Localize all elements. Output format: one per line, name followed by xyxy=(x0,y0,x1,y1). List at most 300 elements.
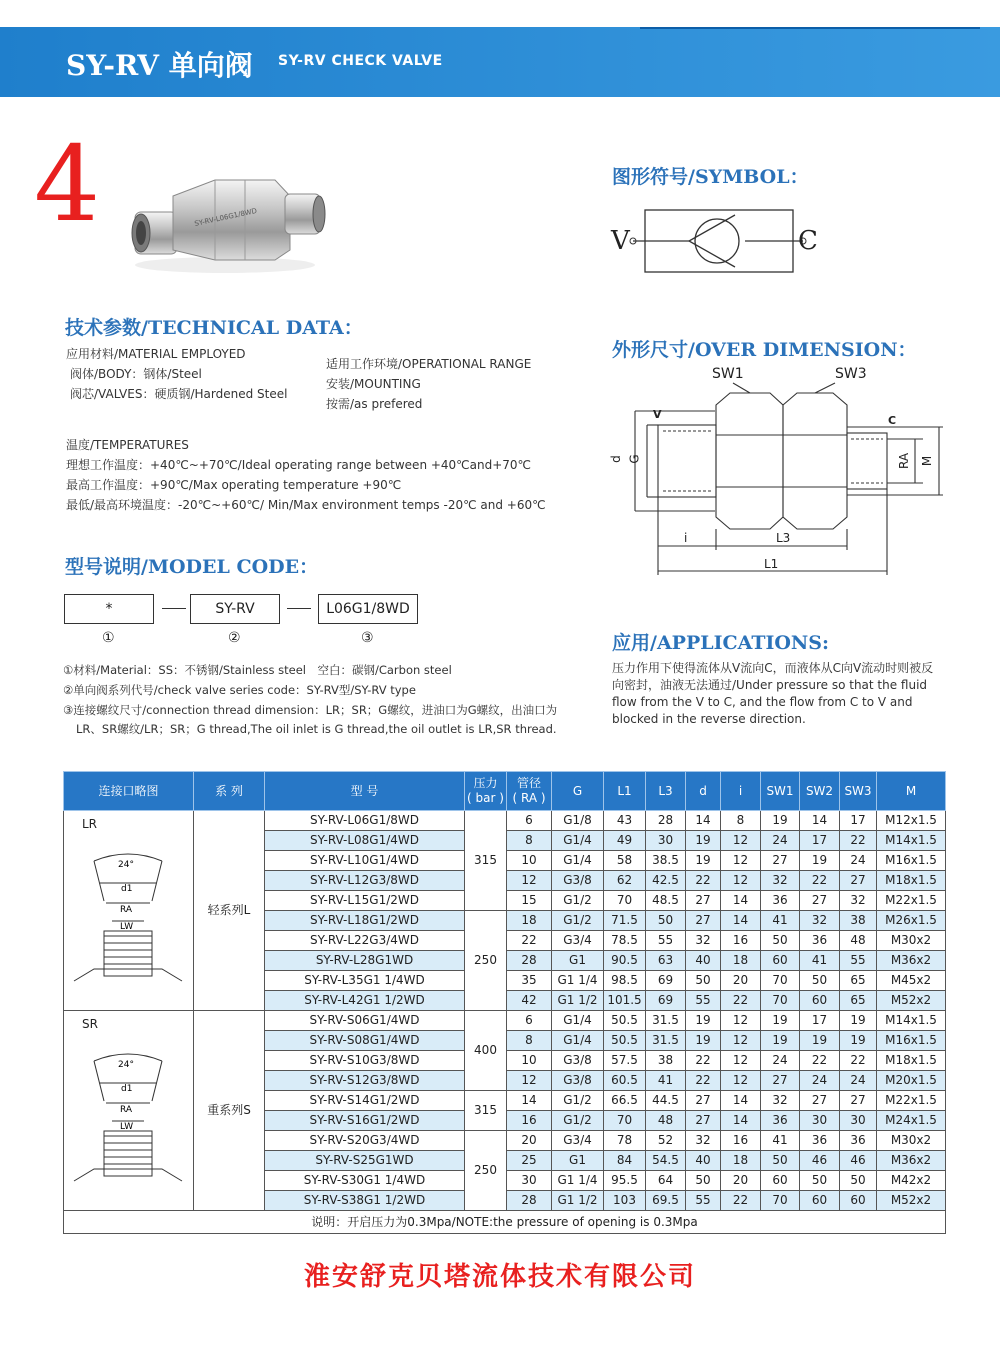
m-cell: M52x2 xyxy=(877,991,946,1011)
sw3-cell: 65 xyxy=(840,991,877,1011)
model-box-material: * xyxy=(64,594,154,624)
l1-cell: 95.5 xyxy=(604,1171,646,1191)
g-cell: G3/4 xyxy=(552,1131,604,1151)
sw3-cell: 30 xyxy=(840,1111,877,1131)
sw2-cell: 60 xyxy=(800,1191,840,1211)
d-cell: 22 xyxy=(686,1071,721,1091)
model-dash xyxy=(162,608,186,609)
sw2-cell: 24 xyxy=(800,1071,840,1091)
body-label: 阀体/BODY：钢体/Steel xyxy=(70,367,202,381)
svg-text:LW: LW xyxy=(120,922,134,932)
sw2-cell: 50 xyxy=(800,1171,840,1191)
model-cell: SY-RV-S12G3/8WD xyxy=(265,1071,465,1091)
i-cell: 14 xyxy=(721,1111,761,1131)
g-cell: G1 xyxy=(552,951,604,971)
l1-cell: 60.5 xyxy=(604,1071,646,1091)
l1-cell: 49 xyxy=(604,831,646,851)
i-cell: 14 xyxy=(721,1091,761,1111)
model-cell: SY-RV-S08G1/4WD xyxy=(265,1031,465,1051)
l3-cell: 38.5 xyxy=(646,851,686,871)
column-header: SW1 xyxy=(761,772,800,811)
d-cell: 40 xyxy=(686,951,721,971)
ra-cell: 16 xyxy=(507,1111,552,1131)
sw2-cell: 27 xyxy=(800,1091,840,1111)
sw1-cell: 24 xyxy=(761,1051,800,1071)
i-cell: 16 xyxy=(721,931,761,951)
pressure-cell: 250 xyxy=(465,911,507,1011)
g-cell: G1/2 xyxy=(552,1111,604,1131)
svg-text:RA: RA xyxy=(120,905,133,915)
d-cell: 27 xyxy=(686,1091,721,1111)
symbol-heading: 图形符号/SYMBOL： xyxy=(612,166,809,188)
ra-cell: 28 xyxy=(507,951,552,971)
g-cell: G1/4 xyxy=(552,1031,604,1051)
l3-cell: 50 xyxy=(646,911,686,931)
g-cell: G1 1/4 xyxy=(552,1171,604,1191)
i-cell: 12 xyxy=(721,1071,761,1091)
sw3-cell: 50 xyxy=(840,1171,877,1191)
d-cell: 19 xyxy=(686,1011,721,1031)
ra-cell: 25 xyxy=(507,1151,552,1171)
i-cell: 18 xyxy=(721,951,761,971)
svg-text:LW: LW xyxy=(120,1122,134,1132)
l3-cell: 69 xyxy=(646,971,686,991)
d-cell: 40 xyxy=(686,1151,721,1171)
i-cell: 12 xyxy=(721,871,761,891)
l1-cell: 71.5 xyxy=(604,911,646,931)
model-num-1: ① xyxy=(102,630,115,646)
sw1-cell: 70 xyxy=(761,991,800,1011)
sw2-cell: 17 xyxy=(800,831,840,851)
sw2-cell: 32 xyxy=(800,911,840,931)
sw3-cell: 24 xyxy=(840,1071,877,1091)
g-cell: G1 1/2 xyxy=(552,1191,604,1211)
sw3-cell: 27 xyxy=(840,871,877,891)
ra-cell: 35 xyxy=(507,971,552,991)
sw3-cell: 27 xyxy=(840,1091,877,1111)
m-cell: M14x1.5 xyxy=(877,1011,946,1031)
column-header: SW2 xyxy=(800,772,840,811)
spec-table xyxy=(63,771,946,1234)
sw1-cell: 60 xyxy=(761,951,800,971)
sw2-cell: 17 xyxy=(800,1011,840,1031)
model-cell: SY-RV-L08G1/4WD xyxy=(265,831,465,851)
applications-line-2: 向密封，油液无法通过/Under pressure so that the fluid xyxy=(612,678,928,692)
ra-cell: 8 xyxy=(507,831,552,851)
ra-cell: 10 xyxy=(507,851,552,871)
model-dash xyxy=(287,608,311,609)
sw2-cell: 27 xyxy=(800,891,840,911)
column-header: i xyxy=(721,772,761,811)
model-cell: SY-RV-L18G1/2WD xyxy=(265,911,465,931)
svg-text:RA: RA xyxy=(120,1105,133,1115)
m-cell: M14x1.5 xyxy=(877,831,946,851)
sw1-cell: 19 xyxy=(761,1011,800,1031)
l3-cell: 31.5 xyxy=(646,1031,686,1051)
l3-cell: 64 xyxy=(646,1171,686,1191)
sw2-cell: 19 xyxy=(800,1031,840,1051)
g-cell: G1/8 xyxy=(552,811,604,831)
sw1-cell: 19 xyxy=(761,811,800,831)
sw1-cell: 36 xyxy=(761,891,800,911)
l3-cell: 52 xyxy=(646,1131,686,1151)
i-cell: 22 xyxy=(721,1191,761,1211)
ra-cell: 12 xyxy=(507,871,552,891)
m-cell: M12x1.5 xyxy=(877,811,946,831)
model-box-series: SY-RV xyxy=(190,594,280,624)
l1-cell: 103 xyxy=(604,1191,646,1211)
sw2-cell: 41 xyxy=(800,951,840,971)
sw2-cell: 30 xyxy=(800,1111,840,1131)
g-cell: G1/2 xyxy=(552,911,604,931)
dim-i: i xyxy=(684,531,688,545)
column-header: 连接口略图 xyxy=(64,772,194,811)
valves-label: 阀芯/VALVES：硬质钢/Hardened Steel xyxy=(70,387,288,401)
m-cell: M20x1.5 xyxy=(877,1071,946,1091)
l1-cell: 58 xyxy=(604,851,646,871)
g-cell: G3/8 xyxy=(552,871,604,891)
column-header: 管径 ( RA ) xyxy=(507,772,552,811)
sw1-cell: 24 xyxy=(761,831,800,851)
ideal-temp-label: 理想工作温度：+40℃~+70℃/Ideal operating range between +40℃and+70℃ xyxy=(66,458,532,472)
d-cell: 32 xyxy=(686,931,721,951)
svg-text:SY-RV-L06G1/8WD: SY-RV-L06G1/8WD xyxy=(193,206,258,228)
column-header: 系 列 xyxy=(194,772,265,811)
series-cell: 轻系列L xyxy=(194,811,265,1011)
table-note: 说明：开启压力为0.3Mpa/NOTE:the pressure of opening is 0.3Mpa xyxy=(64,1211,946,1234)
sw1-cell: 70 xyxy=(761,971,800,991)
sw2-cell: 46 xyxy=(800,1151,840,1171)
l3-cell: 69.5 xyxy=(646,1191,686,1211)
sw1-cell: 70 xyxy=(761,1191,800,1211)
model-cell: SY-RV-S30G1 1/4WD xyxy=(265,1171,465,1191)
sketch-label: LR xyxy=(82,817,98,831)
d-cell: 22 xyxy=(686,1051,721,1071)
series-cell: 重系列S xyxy=(194,1011,265,1211)
m-cell: M52x2 xyxy=(877,1191,946,1211)
model-cell: SY-RV-S06G1/4WD xyxy=(265,1011,465,1031)
table-row xyxy=(64,1011,946,1031)
i-cell: 14 xyxy=(721,891,761,911)
m-cell: M45x2 xyxy=(877,971,946,991)
dimension-drawing xyxy=(605,365,950,580)
pressure-cell: 315 xyxy=(465,1091,507,1131)
ra-cell: 8 xyxy=(507,1031,552,1051)
sw3-cell: 19 xyxy=(840,1031,877,1051)
sw1-cell: 41 xyxy=(761,1131,800,1151)
column-header: L3 xyxy=(646,772,686,811)
as-prefered-label: 按需/as prefered xyxy=(326,397,423,411)
sw1-cell: 19 xyxy=(761,1031,800,1051)
g-cell: G1/2 xyxy=(552,1091,604,1111)
pressure-cell: 250 xyxy=(465,1131,507,1211)
dim-c: C xyxy=(888,414,897,427)
l3-cell: 28 xyxy=(646,811,686,831)
sw3-cell: 65 xyxy=(840,971,877,991)
l3-cell: 38 xyxy=(646,1051,686,1071)
d-cell: 50 xyxy=(686,1171,721,1191)
ra-cell: 10 xyxy=(507,1051,552,1071)
op-range-label: 适用工作环境/OPERATIONAL RANGE xyxy=(326,357,532,371)
sw2-cell: 60 xyxy=(800,991,840,1011)
d-cell: 19 xyxy=(686,831,721,851)
d-cell: 50 xyxy=(686,971,721,991)
table-note-row xyxy=(64,1211,946,1234)
applications-line-4: blocked in the reverse direction. xyxy=(612,712,806,726)
l1-cell: 66.5 xyxy=(604,1091,646,1111)
table-row xyxy=(64,811,946,831)
sw1-cell: 60 xyxy=(761,1171,800,1191)
material-label: 应用材料/MATERIAL EMPLOYED xyxy=(66,347,246,361)
model-note-1: ①材料/Material：SS：不锈钢/Stainless steel 空白：碳钢/Carbon steel xyxy=(63,663,452,677)
sw1-cell: 27 xyxy=(761,851,800,871)
symbol-port-c: C xyxy=(798,226,818,256)
l1-cell: 62 xyxy=(604,871,646,891)
ra-cell: 20 xyxy=(507,1131,552,1151)
pressure-cell: 400 xyxy=(465,1011,507,1091)
l3-cell: 54.5 xyxy=(646,1151,686,1171)
d-cell: 27 xyxy=(686,1111,721,1131)
i-cell: 12 xyxy=(721,831,761,851)
d-cell: 22 xyxy=(686,871,721,891)
m-cell: M30x2 xyxy=(877,1131,946,1151)
column-header: G xyxy=(552,772,604,811)
svg-text:d1: d1 xyxy=(121,1084,133,1094)
g-cell: G1/4 xyxy=(552,831,604,851)
l1-cell: 57.5 xyxy=(604,1051,646,1071)
m-cell: M22x1.5 xyxy=(877,891,946,911)
page-number: 4 xyxy=(34,123,101,245)
table-header-row xyxy=(64,772,946,811)
sw1-cell: 50 xyxy=(761,931,800,951)
dimension-heading: 外形尺寸/OVER DIMENSION： xyxy=(612,339,917,361)
column-header: L1 xyxy=(604,772,646,811)
l1-cell: 43 xyxy=(604,811,646,831)
m-cell: M18x1.5 xyxy=(877,1051,946,1071)
dim-sw1: SW1 xyxy=(712,366,744,382)
model-cell: SY-RV-L22G3/4WD xyxy=(265,931,465,951)
ra-cell: 6 xyxy=(507,811,552,831)
sw3-cell: 24 xyxy=(840,851,877,871)
i-cell: 12 xyxy=(721,1031,761,1051)
model-box-thread: L06G1/8WD xyxy=(318,594,418,624)
l3-cell: 55 xyxy=(646,931,686,951)
model-cell: SY-RV-L42G1 1/2WD xyxy=(265,991,465,1011)
d-cell: 55 xyxy=(686,991,721,1011)
sw2-cell: 36 xyxy=(800,931,840,951)
ra-cell: 6 xyxy=(507,1011,552,1031)
symbol-port-v: V xyxy=(611,226,630,256)
sw3-cell: 36 xyxy=(840,1131,877,1151)
check-valve-symbol xyxy=(605,195,820,290)
mounting-label: 安装/MOUNTING xyxy=(326,377,421,391)
d-cell: 19 xyxy=(686,1031,721,1051)
header-accent-line xyxy=(640,27,980,29)
l1-cell: 98.5 xyxy=(604,971,646,991)
ra-cell: 42 xyxy=(507,991,552,1011)
i-cell: 12 xyxy=(721,1051,761,1071)
l3-cell: 63 xyxy=(646,951,686,971)
i-cell: 22 xyxy=(721,991,761,1011)
l1-cell: 78.5 xyxy=(604,931,646,951)
l3-cell: 30 xyxy=(646,831,686,851)
sw3-cell: 17 xyxy=(840,811,877,831)
sw1-cell: 32 xyxy=(761,871,800,891)
svg-text:24°: 24° xyxy=(118,860,134,870)
d-cell: 14 xyxy=(686,811,721,831)
model-num-3: ③ xyxy=(361,630,374,646)
column-header: 型 号 xyxy=(265,772,465,811)
i-cell: 12 xyxy=(721,1011,761,1031)
sw2-cell: 22 xyxy=(800,871,840,891)
m-cell: M16x1.5 xyxy=(877,851,946,871)
sketch-label: SR xyxy=(82,1017,98,1031)
ra-cell: 22 xyxy=(507,931,552,951)
sw3-cell: 48 xyxy=(840,931,877,951)
l3-cell: 31.5 xyxy=(646,1011,686,1031)
i-cell: 20 xyxy=(721,1171,761,1191)
sw3-cell: 32 xyxy=(840,891,877,911)
model-cell: SY-RV-S14G1/2WD xyxy=(265,1091,465,1111)
sw3-cell: 38 xyxy=(840,911,877,931)
l1-cell: 50.5 xyxy=(604,1011,646,1031)
g-cell: G3/4 xyxy=(552,931,604,951)
g-cell: G1 xyxy=(552,1151,604,1171)
d-cell: 27 xyxy=(686,911,721,931)
dim-ra: RA xyxy=(897,452,912,470)
sw2-cell: 50 xyxy=(800,971,840,991)
l1-cell: 50.5 xyxy=(604,1031,646,1051)
g-cell: G1/4 xyxy=(552,1011,604,1031)
sw1-cell: 27 xyxy=(761,1071,800,1091)
connection-sketch-cell xyxy=(64,811,194,1011)
m-cell: M16x1.5 xyxy=(877,1031,946,1051)
d-cell: 19 xyxy=(686,851,721,871)
sw3-cell: 55 xyxy=(840,951,877,971)
model-cell: SY-RV-L12G3/8WD xyxy=(265,871,465,891)
m-cell: M26x1.5 xyxy=(877,911,946,931)
company-name: 淮安舒克贝塔流体技术有限公司 xyxy=(303,1262,696,1292)
m-cell: M36x2 xyxy=(877,1151,946,1171)
connection-sketch-cell xyxy=(64,1011,194,1211)
l1-cell: 90.5 xyxy=(604,951,646,971)
i-cell: 16 xyxy=(721,1131,761,1151)
g-cell: G3/8 xyxy=(552,1071,604,1091)
model-cell: SY-RV-S10G3/8WD xyxy=(265,1051,465,1071)
l1-cell: 84 xyxy=(604,1151,646,1171)
sw2-cell: 36 xyxy=(800,1131,840,1151)
m-cell: M18x1.5 xyxy=(877,871,946,891)
ra-cell: 14 xyxy=(507,1091,552,1111)
sw3-cell: 46 xyxy=(840,1151,877,1171)
page-title-cn: SY-RV 单向阀 xyxy=(66,49,253,82)
port-sketch xyxy=(64,841,192,991)
sw3-cell: 19 xyxy=(840,1011,877,1031)
model-cell: SY-RV-S20G3/4WD xyxy=(265,1131,465,1151)
i-cell: 14 xyxy=(721,911,761,931)
port-sketch xyxy=(64,1041,192,1191)
valve-photo xyxy=(125,160,330,280)
dim-d: d xyxy=(608,455,623,463)
ra-cell: 18 xyxy=(507,911,552,931)
l1-cell: 101.5 xyxy=(604,991,646,1011)
sw3-cell: 22 xyxy=(840,1051,877,1071)
ra-cell: 28 xyxy=(507,1191,552,1211)
page-title-en: SY-RV CHECK VALVE xyxy=(278,53,443,69)
model-code-heading: 型号说明/MODEL CODE： xyxy=(65,556,319,578)
model-note-3a: ③连接螺纹尺寸/connection thread dimension：LR；SR；G螺纹，进油口为G螺纹，出油口为 xyxy=(63,703,558,717)
i-cell: 8 xyxy=(721,811,761,831)
g-cell: G1 1/4 xyxy=(552,971,604,991)
l3-cell: 44.5 xyxy=(646,1091,686,1111)
model-note-3b: LR、SR螺纹/LR；SR；G thread,The oil inlet is G thread,the oil outlet is LR,SR thread. xyxy=(76,722,557,736)
sw1-cell: 41 xyxy=(761,911,800,931)
l1-cell: 78 xyxy=(604,1131,646,1151)
m-cell: M42x2 xyxy=(877,1171,946,1191)
column-header: d xyxy=(686,772,721,811)
d-cell: 32 xyxy=(686,1131,721,1151)
model-cell: SY-RV-S38G1 1/2WD xyxy=(265,1191,465,1211)
dim-l3: L3 xyxy=(776,531,791,545)
svg-text:d1: d1 xyxy=(121,884,133,894)
sw2-cell: 14 xyxy=(800,811,840,831)
technical-heading: 技术参数/TECHNICAL DATA： xyxy=(65,317,363,339)
svg-text:24°: 24° xyxy=(118,1060,134,1070)
sw2-cell: 22 xyxy=(800,1051,840,1071)
model-cell: SY-RV-L28G1WD xyxy=(265,951,465,971)
minmax-temp-label: 最低/最高环境温度：-20℃~+60℃/ Min/Max environment temps -20℃ and +60℃ xyxy=(66,498,546,512)
dim-sw3: SW3 xyxy=(835,366,867,382)
dim-g: G xyxy=(627,454,642,464)
dim-v: V xyxy=(653,408,662,421)
dim-m: M xyxy=(920,455,935,467)
applications-heading: 应用/APPLICATIONS: xyxy=(612,632,830,654)
m-cell: M36x2 xyxy=(877,951,946,971)
ra-cell: 15 xyxy=(507,891,552,911)
l3-cell: 48.5 xyxy=(646,891,686,911)
i-cell: 12 xyxy=(721,851,761,871)
g-cell: G3/8 xyxy=(552,1051,604,1071)
g-cell: G1/4 xyxy=(552,851,604,871)
column-header: 压力 ( bar ) xyxy=(465,772,507,811)
model-cell: SY-RV-S16G1/2WD xyxy=(265,1111,465,1131)
d-cell: 27 xyxy=(686,891,721,911)
l3-cell: 41 xyxy=(646,1071,686,1091)
sw3-cell: 22 xyxy=(840,831,877,851)
sw3-cell: 60 xyxy=(840,1191,877,1211)
temperatures-label: 温度/TEMPERATURES xyxy=(66,438,189,452)
dim-l1: L1 xyxy=(764,557,779,571)
pressure-cell: 315 xyxy=(465,811,507,911)
m-cell: M22x1.5 xyxy=(877,1091,946,1111)
ra-cell: 12 xyxy=(507,1071,552,1091)
l3-cell: 48 xyxy=(646,1111,686,1131)
applications-line-1: 压力作用下使得流体从V流向C，而液体从C向V流动时则被反 xyxy=(612,661,934,675)
max-temp-label: 最高工作温度：+90℃/Max operating temperature +90℃ xyxy=(66,478,402,492)
model-cell: SY-RV-L10G1/4WD xyxy=(265,851,465,871)
model-num-2: ② xyxy=(228,630,241,646)
l3-cell: 69 xyxy=(646,991,686,1011)
g-cell: G1/2 xyxy=(552,891,604,911)
g-cell: G1 1/2 xyxy=(552,991,604,1011)
sw1-cell: 36 xyxy=(761,1111,800,1131)
model-cell: SY-RV-L06G1/8WD xyxy=(265,811,465,831)
sw1-cell: 50 xyxy=(761,1151,800,1171)
i-cell: 20 xyxy=(721,971,761,991)
applications-line-3: flow from the V to C, and the flow from C to V and xyxy=(612,695,913,709)
column-header: M xyxy=(877,772,946,811)
model-cell: SY-RV-L15G1/2WD xyxy=(265,891,465,911)
